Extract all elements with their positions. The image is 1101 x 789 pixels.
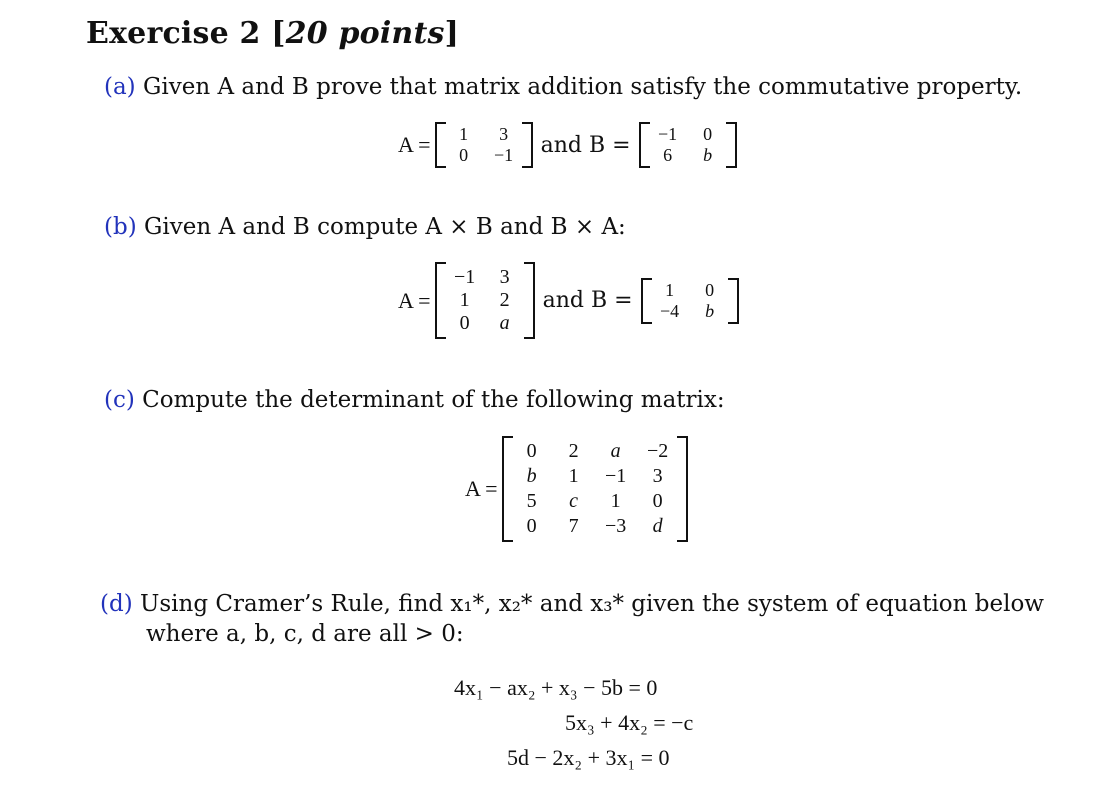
matrix-cell: 0 (459, 145, 469, 165)
matrix-grid (446, 122, 522, 168)
matrix-cell: c (569, 490, 579, 512)
matrix-cell: −1 (494, 145, 514, 165)
equation-1: 4x₁ − ax₂ + x₃ − 5b = 0 (454, 675, 658, 700)
part-c-statement (104, 387, 725, 413)
matrix-cell: −1 (604, 465, 627, 487)
matrix-cell: b (703, 145, 713, 165)
part-b-statement (104, 214, 626, 240)
matrix-grid (446, 262, 524, 339)
part-d-line2-wrap (146, 621, 464, 647)
matrix-grid (652, 278, 728, 324)
part-c-label: (c) (104, 387, 135, 413)
part-d-label: (d) (100, 591, 133, 617)
matrix-cell: 1 (459, 124, 469, 144)
part-c-matrix-A (502, 436, 688, 542)
matrix-cell: b (526, 465, 537, 487)
matrix-cell: 1 (459, 289, 470, 311)
matrix-grid (650, 122, 726, 168)
part-b-and-B: and B = (542, 288, 633, 313)
part-a-text: Given A and B prove that matrix addition satisfy the commutative property. (142, 74, 1023, 100)
matrix-cell: 0 (526, 440, 537, 462)
exercise-title (86, 16, 459, 51)
matrix-cell: −3 (604, 515, 627, 537)
matrix-cell: a (499, 312, 510, 334)
matrix-cell: 6 (663, 145, 673, 165)
matrix-cell: 2 (499, 289, 510, 311)
part-d-statement (100, 591, 1044, 617)
part-c-A-lhs: A = (465, 476, 498, 501)
part-a-statement (104, 74, 1022, 100)
matrix-cell: 3 (499, 124, 509, 144)
matrix-cell: 0 (459, 312, 470, 334)
matrix-cell: 1 (610, 490, 621, 512)
matrix-cell: 0 (705, 279, 715, 300)
matrix-cell: 1 (665, 279, 675, 300)
matrix-cell: −1 (453, 266, 476, 288)
equation-2: 5x₃ + 4x₂ = −c (565, 710, 694, 735)
matrix-cell: 3 (499, 266, 510, 288)
matrix-cell: 0 (652, 490, 663, 512)
part-a-matrix-A (435, 122, 533, 168)
part-a-A-lhs: A = (398, 132, 431, 157)
matrix-cell: a (610, 440, 621, 462)
matrix-cell: 3 (652, 465, 663, 487)
matrix-cell: 7 (568, 515, 579, 537)
part-b-matrix-B (641, 278, 739, 324)
part-b-matrix-A (435, 262, 535, 339)
part-b-text: Given A and B compute A × B and B × A: (143, 214, 626, 240)
matrix-cell: 0 (526, 515, 537, 537)
part-d-line2: where a, b, c, d are all > 0: (146, 621, 464, 647)
part-b-equation (398, 262, 743, 339)
title-points: 20 points (285, 16, 445, 51)
part-d-line1: Using Cramer’s Rule, find x₁*, x₂* and x₃* given the system of equation below (139, 591, 1044, 617)
matrix-grid (513, 436, 677, 542)
matrix-cell: 2 (568, 440, 579, 462)
title-close: ] (444, 16, 459, 51)
part-a-and-B: and B = (540, 132, 631, 158)
part-a-matrix-B (639, 122, 737, 168)
equation-3: 5d − 2x₂ + 3x₁ = 0 (507, 745, 670, 770)
matrix-cell: −4 (659, 300, 680, 321)
part-c-text: Compute the determinant of the following matrix: (142, 387, 725, 413)
matrix-cell: 5 (526, 490, 537, 512)
part-b-A-lhs: A = (398, 287, 431, 313)
part-c-equation (465, 436, 692, 542)
part-a-label: (a) (104, 74, 136, 100)
title-text: Exercise 2 [ (86, 16, 286, 51)
matrix-cell: b (705, 300, 715, 321)
matrix-cell: −1 (657, 124, 678, 144)
matrix-cell: 1 (568, 465, 579, 487)
matrix-cell: d (652, 515, 663, 537)
matrix-cell: −2 (646, 440, 669, 462)
part-a-equation (398, 122, 741, 168)
matrix-cell: 0 (703, 124, 713, 144)
part-b-label: (b) (104, 214, 137, 240)
